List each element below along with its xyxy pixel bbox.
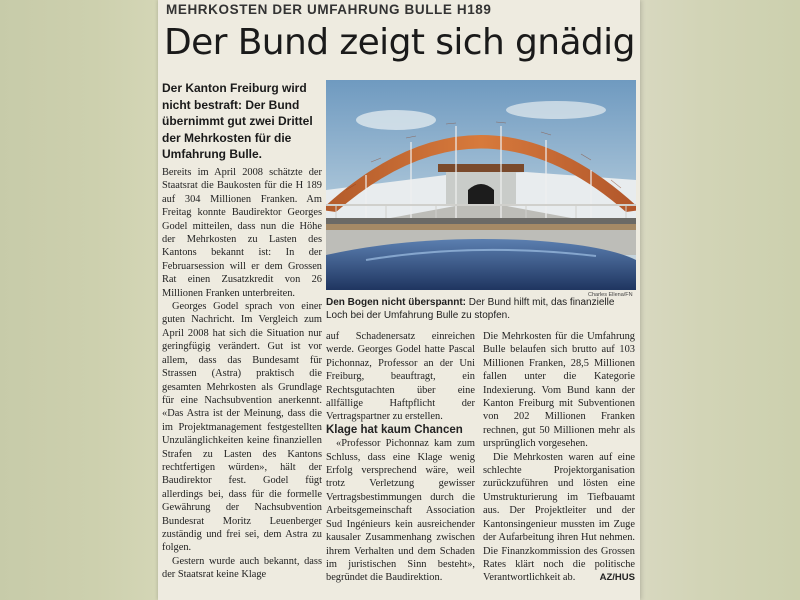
kicker: MEHRKOSTEN DER UMFAHRUNG BULLE H189 [166, 2, 492, 17]
column-2 [326, 330, 475, 585]
photo-credit: Charles Ellena/FN [588, 292, 633, 298]
photo-caption [326, 297, 636, 322]
paragraph: auf Schadenersatz einreichen werde. Georges Godel hatte Pascal Pichonnaz, Professor an der Uni Freiburg, beauftragt, ein Rechtsgutachten über eine allfällige Haftpflicht der Vertragspartner zu erstellen. [326, 331, 475, 423]
paragraph: «Professor Pichonnaz kam zum Schluss, dass eine Klage wenig Erfolg versprechend wäre, weil trotz Verletzung gewisser Vertragsbestimmungen durch die Arbeitsgemeinschaft Association Sud Ingénieurs kein ausreichender kausaler Zusammenhang zwischen ihrem Verhalten und dem Schaden im juristischen Sinn besteht», begründet die Baudirektion. [326, 438, 475, 584]
subheading: Klage hat kaum Chancen [326, 423, 463, 436]
paragraph: Die Mehrkosten für die Umfahrung Bulle belaufen sich brutto auf 103 Millionen Franken, 28,5 Millionen fallen unter die Kategorie Indexierung. Vom Bund kann der Kanton Freiburg mit Subventionen von 202 Millionen Franken rechnen, gut 50 Millionen mehr als ursprünglich vorgesehen. [483, 331, 635, 450]
background-right [640, 0, 800, 600]
paragraph: Gestern wurde auch bekannt, dass der Staatsrat keine Klage [162, 555, 322, 581]
background-left [0, 0, 158, 600]
bridge-photo-image [326, 80, 636, 290]
paragraph-text: Die Mehrkosten waren auf eine schlechte Projektorganisation zurückzuführen und lösten eine Umstrukturierung im Tiefbauamt aus. Der Projektleiter und der Kantonsingenieur mussten im Zuge der Aufarbeitung ihren Hut nehmen. Die Finanzkommission des Grossen Rates klärt noch die politische Verantwortlichkeit ab. [483, 451, 635, 584]
bridge-photo [326, 80, 636, 290]
caption-bold: Den Bogen nicht überspannt: [326, 297, 466, 308]
paragraph: Bereits im April 2008 schätzte der Staatsrat die Baukosten für die H 189 auf 304 Millionen Franken. Am Freitag konnte Baudirektor Georges Godel mitteilen, dass nun die Höhe der Mehrkosten zu Lasten des Kantons bekannt ist: In der Februarsession will er dem Grossen Rat einen Zusatzkredit von 26 Millionen Franken unterbreiten. [162, 167, 322, 299]
headline: Der Bund zeigt sich gnädig [164, 22, 635, 63]
column-3 [483, 330, 635, 585]
lead-paragraph: Der Kanton Freiburg wird nicht bestraft: Der Bund übernimmt gut zwei Drittel der Mehrkosten für die Umfahrung Bulle. [162, 81, 313, 161]
newspaper-clipping [158, 0, 640, 600]
caption-text: Der Bund hilft mit, das finanzielle Loch bei der Umfahrung Bulle zu stopfen. [326, 297, 615, 321]
paragraph [483, 451, 635, 585]
paragraph: Georges Godel sprach von einer guten Nachricht. Im Vergleich zum April 2008 hat sich die Situation nur geringfügig verändert. Gut ist vor allem, dass das Bundesamt für Strassen (Astra) praktisch die gesamten Mehrkosten als Grundlage für eine Nachsubvention anerkennt. «Das Astra ist der Meinung, dass die im Projektmanagement festgestellten Unzulänglichkeiten keine finanziellen Strafen zu Lasten des Kantons rechtfertigen würden», hält der Baudirektor fest. Godel fügt allerdings bei, dass für die formelle Gewährung der Nachsubvention Bundesrat Moritz Leuenberger zuständig und frei sei, dem Astra zu folgen. [162, 301, 322, 554]
author-signature: AZ/HUS [599, 572, 635, 584]
column-1 [162, 166, 322, 582]
